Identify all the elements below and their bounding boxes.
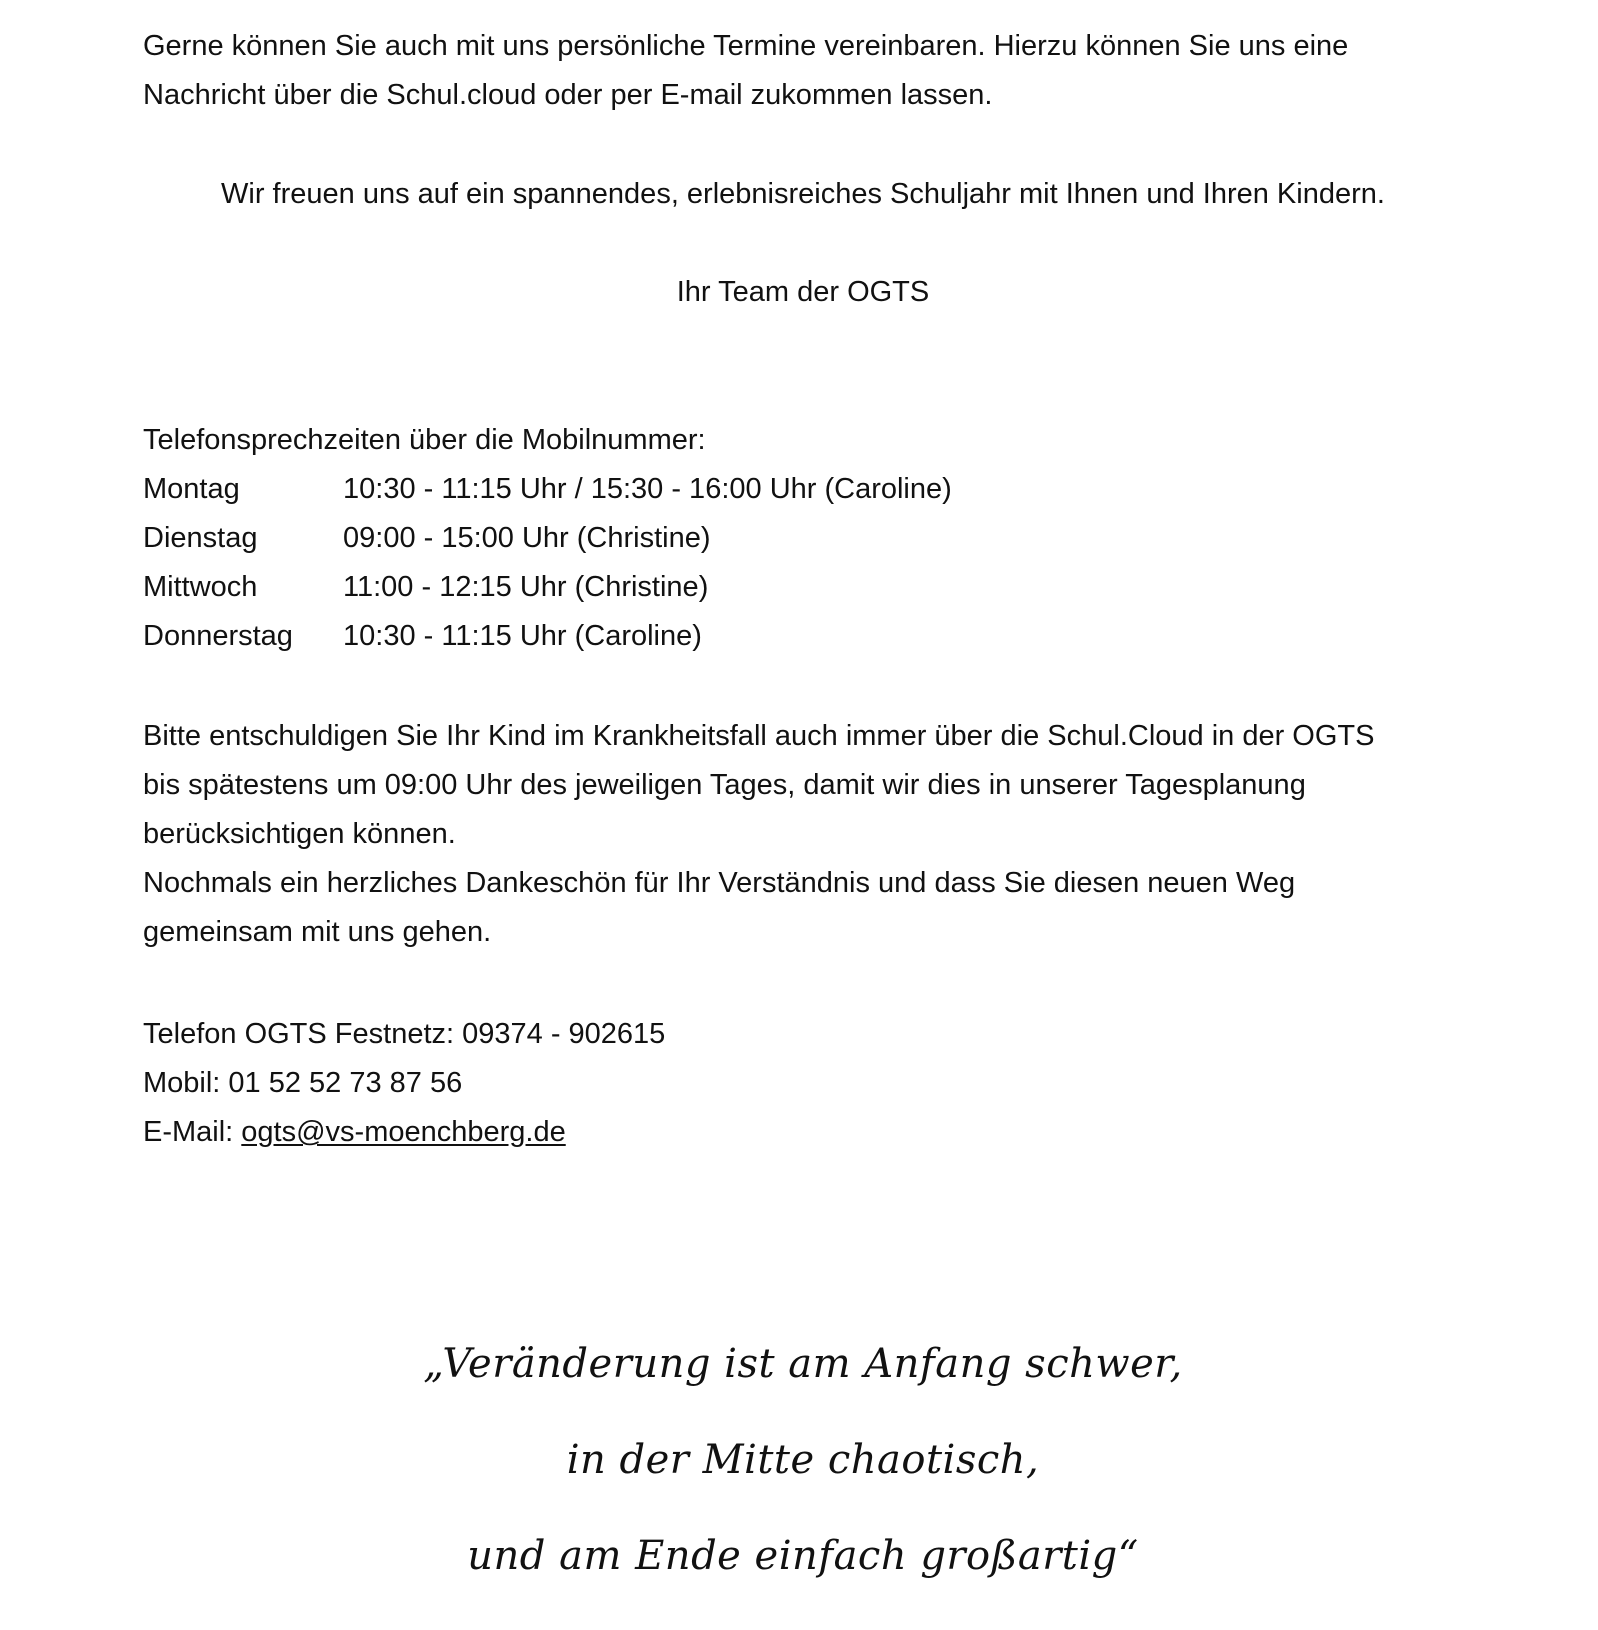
hours-time: 10:30 - 11:15 Uhr (Caroline) — [343, 620, 702, 652]
thanks-line: gemeinsam mit uns gehen. — [143, 916, 492, 948]
sick-notice-paragraph — [143, 712, 1463, 957]
phone-hours-title: Telefonsprechzeiten über die Mobilnummer: — [143, 424, 706, 456]
email-label: E-Mail: — [143, 1116, 242, 1148]
hours-time: 10:30 - 11:15 Uhr / 15:30 - 16:00 Uhr (Caroline) — [343, 473, 952, 505]
thanks-line: Nochmals ein herzliches Dankeschön für Ihr Verständnis und dass Sie diesen neuen Weg — [143, 867, 1296, 899]
hours-day: Montag — [143, 473, 240, 505]
email-link[interactable]: ogts@vs-moenchberg.de — [241, 1116, 566, 1148]
hours-time: 11:00 - 12:15 Uhr (Christine) — [343, 571, 709, 603]
contact-block — [143, 1010, 665, 1157]
intro-line: Nachricht über die Schul.cloud oder per E-mail zukommen lassen. — [143, 79, 993, 111]
closing-quote — [143, 1316, 1463, 1604]
mobile-phone: Mobil: 01 52 52 73 87 56 — [143, 1067, 463, 1099]
closing-sentence: Wir freuen uns auf ein spannendes, erlebnisreiches Schuljahr mit Ihnen und Ihren Kindern. — [221, 178, 1385, 210]
hours-day: Donnerstag — [143, 620, 293, 652]
hours-row — [143, 465, 952, 514]
landline-phone: Telefon OGTS Festnetz: 09374 - 902615 — [143, 1018, 666, 1050]
hours-row — [143, 612, 952, 661]
sick-notice-line: berücksichtigen können. — [143, 818, 456, 850]
intro-line: Gerne können Sie auch mit uns persönliche Termine vereinbaren. Hierzu können Sie uns eine — [143, 30, 1349, 62]
email-line — [143, 1108, 665, 1157]
intro-paragraph — [143, 22, 1463, 120]
sick-notice-line: bis spätestens um 09:00 Uhr des jeweiligen Tages, damit wir dies in unserer Tagesplanung — [143, 769, 1306, 801]
quote-line: in der Mitte chaotisch, — [566, 1437, 1040, 1483]
sick-notice-line: Bitte entschuldigen Sie Ihr Kind im Krankheitsfall auch immer über die Schul.Cloud in der OGTS — [143, 720, 1375, 752]
hours-row — [143, 563, 952, 612]
quote-line: und am Ende einfach großartig“ — [467, 1533, 1139, 1579]
hours-day: Dienstag — [143, 522, 258, 554]
hours-time: 09:00 - 15:00 Uhr (Christine) — [343, 522, 711, 554]
hours-day: Mittwoch — [143, 571, 258, 603]
signature: Ihr Team der OGTS — [676, 276, 930, 308]
quote-line: „Veränderung ist am Anfang schwer, — [423, 1341, 1183, 1387]
phone-hours-table — [143, 465, 952, 661]
hours-row — [143, 514, 952, 563]
